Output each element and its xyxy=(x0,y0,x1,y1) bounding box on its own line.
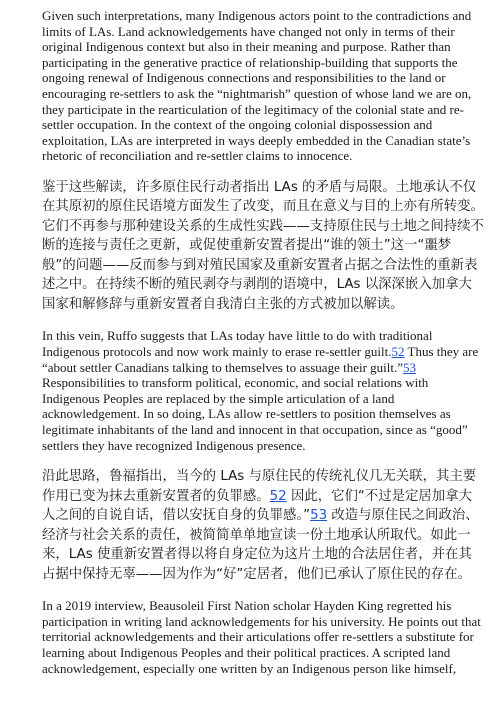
paragraph-text: 因此，它们“不过是定居加拿大人之间的自说自话，借以安抚自身的负罪感。” xyxy=(42,488,472,524)
paragraph-text: In this vein, Ruffo suggests that LAs today have little to do with traditional Indigenous protocols and now work mainly to erase re-settler guilt. xyxy=(42,328,433,360)
paragraph-english-2 xyxy=(42,328,484,453)
paragraph-chinese-2 xyxy=(42,467,484,584)
paragraph-text: Thus they are “about settler Canadians talking to themselves to assuage their guilt.” xyxy=(42,344,479,375)
paragraph-text: Responsibilities to transform political, economic, and social relations with Indigenous Peoples are replaced by the simple articulation of a land acknowledgement. In so doing, LAs allow re-settlers to position themselves as legitimate inhabitants of the land and innocent in that occupation, since as “good” settlers they have recognized Indigenous presence. xyxy=(42,375,468,453)
paragraph-english-3: In a 2019 interview, Beausoleil First Nation scholar Hayden King regretted his participation in writing land acknowledgements for his university. He points out that territorial acknowledgements and their articulations offer re-settlers a substitute for learning about Indigenous Peoples and their political practices. A scripted land acknowledgement, especially one written by an Indigenous person like himself, xyxy=(42,598,481,676)
paragraph-text: 沿此思路，鲁福指出，当今的 LAs 与原住民的传统礼仪几无关联，其主要作用已变为抹去重新安置者的负罪感。 xyxy=(42,469,477,504)
footnote-link-53[interactable]: 53 xyxy=(403,359,417,375)
footnote-link-52[interactable]: 52 xyxy=(391,344,405,360)
footnote-link-53[interactable]: 53 xyxy=(310,508,328,524)
footnote-link-52[interactable]: 52 xyxy=(269,488,287,504)
paragraph-text: 改造与原住民之间政治、经济与社会关系的责任，被简简单单地宣读一份土地承认所取代。如此一来，LAs 使重新安置者得以将自身定位为这片土地的合法居住者，并在其占据中保持无辜——因为作为“好”定居者，他们已承认了原住民的存在。 xyxy=(42,508,479,582)
paragraph-english-1: Given such interpretations, many Indigenous actors point to the contradictions and limits of LAs. Land acknowledgements have changed not only in terms of their original Indigenous context but also in their meaning and purpose. Rather than participating in the generative practice of relationship-building that supports the ongoing renewal of Indigenous connections and responsibilities to the land or encouraging re-settlers to ask the “nightmarish” question of whose land we are on, they participate in the rearticulation of the legitimacy of the colonial state and re-settler occupation. In the context of the ongoing colonial dispossession and exploitation, LAs are interpreted in ways deeply embedded in the Canadian state’s rhetoric of reconciliation and re-settler claims to innocence. xyxy=(42,8,472,164)
paragraph-chinese-1: 鉴于这些解读，许多原住民行动者指出 LAs 的矛盾与局限。土地承认不仅在其原初的原住民语境方面发生了改变，而且在意义与目的上亦有所转变。它们不再参与那种建设关系的生成性实践——支持原住民与土地之间持续不断的连接与责任之更新，或促使重新安置者提出“谁的领土”这一“噩梦般”的问题——反而参与到对殖民国家及重新安置者占据之合法性的重新表述之中。在持续不断的殖民剥夺与剥削的语境中，LAs 以深深嵌入加拿大国家和解修辞与重新安置者自我清白主张的方式被加以解读。 xyxy=(42,179,484,312)
